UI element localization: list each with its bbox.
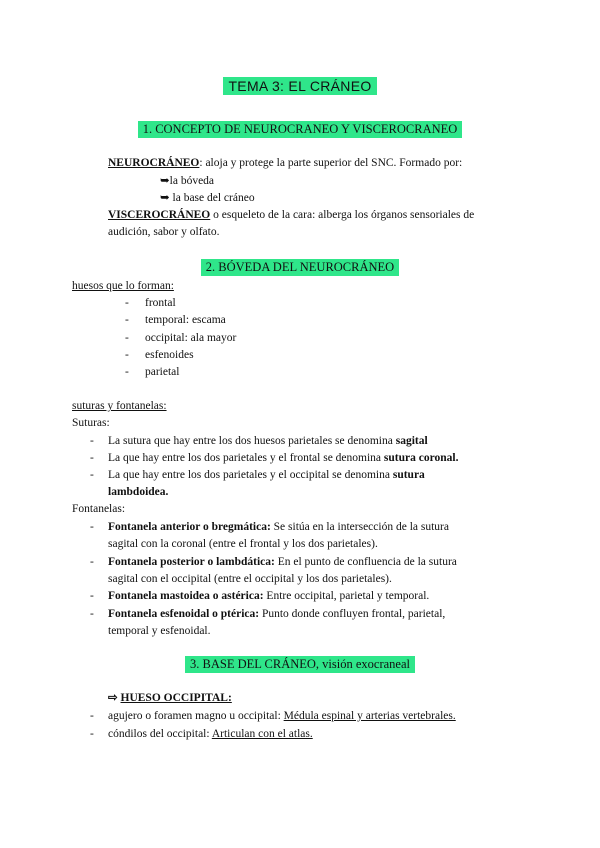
viscero-line: [108, 207, 474, 224]
fontanelles-sublabel: Fontanelas:: [72, 503, 126, 515]
viscero-text: o esqueleto de la cara: alberga los órganos sensoriales de: [210, 209, 475, 221]
bullet-dash: -: [125, 349, 129, 361]
suture-item: [108, 450, 458, 467]
fontanelle-text: En el punto de confluencia de la sutura: [274, 556, 457, 568]
bullet-dash: -: [125, 314, 129, 326]
neuro-text: : aloja y protege la parte superior del SNC. Formado por:: [199, 157, 463, 169]
bone-item: occipital: ala mayor: [145, 332, 237, 344]
fontanelle-text: Se sitúa en la intersección de la sutura: [270, 521, 449, 533]
neuro-item-label: la base del cráneo: [172, 192, 255, 204]
fontanelle-continuation: temporal y esfenoidal.: [108, 625, 211, 637]
neuro-item: [160, 190, 255, 207]
suture-text: La que hay entre los dos parietales y el occipital se denomina: [108, 469, 393, 481]
suture-text: La que hay entre los dos parietales y el frontal se denomina: [108, 452, 384, 464]
occipital-item: [108, 726, 313, 743]
bullet-dash: -: [90, 435, 94, 447]
fontanelle-item: [108, 606, 445, 623]
fontanelle-bold: Fontanela mastoidea o astérica:: [108, 590, 264, 602]
suture-bold: sutura: [392, 469, 425, 481]
suture-text: La sutura que hay entre los dos huesos parietales se denomina: [108, 435, 396, 447]
bullet-dash: -: [125, 332, 129, 344]
sutures-label: suturas y fontanelas:: [72, 400, 167, 412]
section-1-heading: 1. CONCEPTO DE NEUROCRANEO Y VISCEROCRANEO: [138, 121, 463, 138]
suture-bold: sutura coronal.: [383, 452, 459, 464]
occipital-item-underlined: Médula espinal y arterias vertebrales.: [283, 710, 456, 722]
suture-item: [108, 433, 428, 450]
suture-bold: sagital: [395, 435, 428, 447]
bullet-dash: -: [90, 710, 94, 722]
fontanelle-bold: Fontanela posterior o lambdática:: [108, 556, 275, 568]
neuro-item-label: la bóveda: [169, 175, 215, 187]
suture-continuation: lambdoidea.: [108, 486, 169, 498]
bullet-dash: -: [125, 366, 129, 378]
section-1-heading-container: [0, 121, 600, 138]
section-3-heading-container: [0, 656, 600, 673]
fontanelle-continuation: sagital con la coronal (entre el frontal y los dos parietales).: [108, 538, 378, 550]
bones-label: huesos que lo forman:: [72, 280, 174, 292]
occipital-item-text: agujero o foramen magno u occipital:: [108, 710, 284, 722]
fontanelle-bold: Fontanela esfenoidal o ptérica:: [108, 608, 260, 620]
bullet-dash: -: [90, 590, 94, 602]
bone-item: temporal: escama: [145, 314, 226, 326]
fontanelle-item: [108, 588, 429, 605]
viscero-line-2: audición, sabor y olfato.: [108, 226, 220, 238]
bullet-dash: -: [90, 728, 94, 740]
suture-item: [108, 467, 425, 484]
occipital-item-underlined: Articulan con el atlas.: [211, 728, 313, 740]
sutures-sublabel: Suturas:: [72, 417, 110, 429]
page-title: TEMA 3: EL CRÁNEO: [223, 77, 376, 95]
fontanelle-item: [108, 554, 457, 571]
arrow-right-icon: ⇨: [108, 692, 118, 704]
fontanelle-text: Entre occipital, parietal y temporal.: [263, 590, 430, 602]
neuro-item: [160, 173, 214, 190]
bullet-dash: -: [90, 608, 94, 620]
bone-title: HUESO OCCIPITAL:: [120, 692, 232, 704]
section-3-heading: 3. BASE DEL CRÁNEO, visión exocraneal: [185, 656, 415, 673]
bone-item: frontal: [145, 297, 176, 309]
occipital-item: [108, 708, 456, 725]
bone-title-line: [108, 690, 232, 707]
bullet-dash: -: [90, 469, 94, 481]
arrow-icon: ➥: [160, 192, 170, 204]
bullet-dash: -: [90, 521, 94, 533]
section-2-heading-container: [0, 259, 600, 276]
fontanelle-item: [108, 519, 449, 536]
bullet-dash: -: [125, 297, 129, 309]
fontanelle-continuation: sagital con el occipital (entre el occipital y los dos parietales).: [108, 573, 392, 585]
bone-item: parietal: [145, 366, 180, 378]
bullet-dash: -: [90, 556, 94, 568]
fontanelle-bold: Fontanela anterior o bregmática:: [108, 521, 271, 533]
bone-item: esfenoides: [145, 349, 194, 361]
viscero-term: VISCEROCRÁNEO: [108, 209, 211, 221]
neuro-term: NEUROCRÁNEO: [108, 157, 200, 169]
section-2-heading: 2. BÓVEDA DEL NEUROCRÁNEO: [201, 259, 399, 276]
arrow-icon: ➥: [160, 175, 170, 187]
neuro-line: [108, 155, 462, 172]
bullet-dash: -: [90, 452, 94, 464]
title-container: [0, 77, 600, 96]
occipital-item-text: cóndilos del occipital:: [108, 728, 212, 740]
fontanelle-text: Punto donde confluyen frontal, parietal,: [259, 608, 446, 620]
